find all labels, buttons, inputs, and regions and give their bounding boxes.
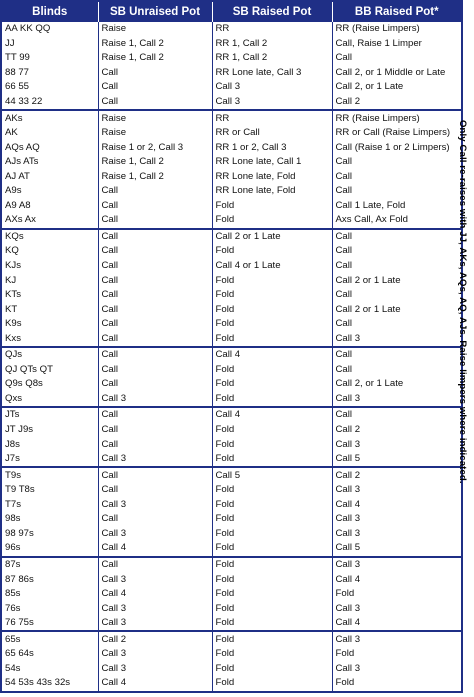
cell-sb-unraised: Call [98, 273, 212, 288]
cell-sb-unraised: Call 4 [98, 541, 212, 557]
cell-bb-raised: Fold [332, 587, 462, 602]
cell-bb-raised: RR or Call (Raise Limpers) [332, 126, 462, 141]
cell-bb-raised: Call 3 [332, 662, 462, 677]
table-row [1, 557, 462, 573]
cell-bb-raised: Call, Raise 1 Limper [332, 37, 462, 52]
table-row [1, 51, 462, 66]
cell-bb-raised: Call [332, 347, 462, 363]
table-row [1, 199, 462, 214]
hand-group [1, 110, 462, 228]
cell-bb-raised: Axs Call, Ax Fold [332, 213, 462, 229]
table-row [1, 676, 462, 692]
cell-hand: T9 T8s [5, 484, 35, 496]
cell-bb-raised: Call 2 or 1 Late [332, 302, 462, 317]
cell-sb-raised: Fold [212, 331, 332, 347]
cell-sb-unraised: Call [98, 288, 212, 303]
cell-sb-raised: RR Lone late, Fold [212, 184, 332, 199]
cell-sb-raised: RR 1 or 2, Call 3 [212, 140, 332, 155]
cell-sb-unraised: Call [98, 317, 212, 332]
cell-sb-unraised: Call [98, 407, 212, 423]
cell-sb-unraised: Call 3 [98, 662, 212, 677]
cell-bb-raised: Call 4 [332, 616, 462, 632]
table-row [1, 244, 462, 259]
cell-bb-raised: Call (Raise 1 or 2 Limpers) [332, 140, 462, 155]
cell-bb-raised: Call 3 [332, 557, 462, 573]
cell-sb-unraised: Raise 1, Call 2 [98, 169, 212, 184]
cell-hand: KJ [5, 274, 17, 286]
cell-hand: 88 77 [5, 66, 30, 78]
table-row [1, 229, 462, 245]
table-row [1, 452, 462, 468]
cell-hand: AXs Ax [5, 214, 36, 226]
table-row [1, 541, 462, 557]
table-row [1, 662, 462, 677]
cell-sb-unraised: Call [98, 483, 212, 498]
cell-sb-raised: Fold [212, 572, 332, 587]
cell-hand: KQ [5, 245, 19, 257]
table-row [1, 273, 462, 288]
cell-hand: AQs AQ [5, 141, 40, 153]
cell-bb-raised: Call 3 [332, 527, 462, 542]
cell-sb-raised: Fold [212, 498, 332, 513]
cell-bb-raised: Call 2 or 1 Late [332, 273, 462, 288]
cell-sb-raised: Fold [212, 601, 332, 616]
table-row [1, 22, 462, 37]
table-row [1, 587, 462, 602]
cell-bb-raised: Call 3 [332, 331, 462, 347]
cell-hand: 87 86s [5, 573, 34, 585]
cell-bb-raised: Call 3 [332, 601, 462, 616]
cell-hand: 54s [5, 662, 21, 674]
table-row [1, 169, 462, 184]
table-row [1, 155, 462, 170]
cell-sb-raised: Call 3 [212, 95, 332, 111]
table-row [1, 331, 462, 347]
cell-sb-raised: Fold [212, 452, 332, 468]
cell-sb-raised: Fold [212, 557, 332, 573]
cell-hand: 96s [5, 542, 21, 554]
hand-group [1, 631, 462, 691]
cell-sb-unraised: Call [98, 302, 212, 317]
cell-hand: AJ AT [5, 170, 30, 182]
cell-sb-unraised: Call [98, 377, 212, 392]
cell-sb-unraised: Call [98, 95, 212, 111]
cell-sb-unraised: Raise 1, Call 2 [98, 37, 212, 52]
cell-hand: 54 53s 43s 32s [5, 677, 71, 689]
cell-sb-raised: Call 4 [212, 347, 332, 363]
cell-bb-raised: Call [332, 51, 462, 66]
cell-bb-raised: Call 3 [332, 437, 462, 452]
cell-bb-raised: Call 3 [332, 483, 462, 498]
table-row [1, 601, 462, 616]
cell-sb-unraised: Call 3 [98, 647, 212, 662]
cell-sb-unraised: Call [98, 512, 212, 527]
table-row [1, 483, 462, 498]
table-row [1, 377, 462, 392]
cell-hand: Kxs [5, 332, 21, 344]
cell-bb-raised: Call 2 [332, 95, 462, 111]
cell-sb-unraised: Call [98, 80, 212, 95]
cell-sb-raised: Fold [212, 512, 332, 527]
table-row [1, 288, 462, 303]
cell-sb-unraised: Call [98, 229, 212, 245]
cell-sb-raised: Fold [212, 662, 332, 677]
table-row [1, 184, 462, 199]
cell-bb-raised: Fold [332, 676, 462, 692]
table-row [1, 347, 462, 363]
table-row [1, 616, 462, 632]
cell-hand: A9s [5, 185, 22, 197]
cell-sb-raised: Call 2 or 1 Late [212, 229, 332, 245]
cell-bb-raised: Call [332, 363, 462, 378]
cell-hand: 65s [5, 633, 21, 645]
table-row [1, 572, 462, 587]
table-row [1, 110, 462, 126]
cell-hand: AK [5, 127, 18, 139]
table-row [1, 302, 462, 317]
cell-bb-raised: Fold [332, 647, 462, 662]
cell-sb-unraised: Call [98, 184, 212, 199]
cell-sb-unraised: Call [98, 347, 212, 363]
table-row [1, 37, 462, 52]
cell-sb-unraised: Call 3 [98, 616, 212, 632]
cell-hand: JTs [5, 409, 20, 421]
table-row [1, 392, 462, 408]
cell-sb-raised: Fold [212, 587, 332, 602]
cell-sb-raised: Fold [212, 437, 332, 452]
cell-sb-unraised: Call [98, 259, 212, 274]
cell-bb-raised: Call [332, 229, 462, 245]
cell-sb-raised: RR [212, 110, 332, 126]
cell-bb-raised: Call [332, 259, 462, 274]
cell-hand: 98s [5, 513, 21, 525]
cell-sb-unraised: Call 3 [98, 452, 212, 468]
cell-sb-unraised: Call [98, 557, 212, 573]
cell-hand: 65 64s [5, 648, 34, 660]
cell-sb-raised: RR or Call [212, 126, 332, 141]
cell-hand: AA KK QQ [5, 23, 51, 35]
table-row [1, 407, 462, 423]
table-row [1, 80, 462, 95]
cell-sb-raised: Fold [212, 363, 332, 378]
cell-hand: QJs [5, 349, 23, 361]
cell-hand: J7s [5, 453, 20, 465]
cell-sb-raised: Call 3 [212, 80, 332, 95]
cell-sb-unraised: Call [98, 244, 212, 259]
hand-group [1, 229, 462, 347]
cell-bb-raised: Call 1 Late, Fold [332, 199, 462, 214]
cell-sb-raised: Call 4 or 1 Late [212, 259, 332, 274]
cell-bb-raised: Call [332, 317, 462, 332]
cell-sb-unraised: Call 3 [98, 392, 212, 408]
cell-bb-raised: Call [332, 184, 462, 199]
cell-sb-raised: Call 5 [212, 467, 332, 483]
cell-sb-unraised: Call [98, 423, 212, 438]
cell-bb-raised: Call 2, or 1 Late [332, 80, 462, 95]
table-header [1, 1, 462, 22]
hand-group [1, 22, 462, 110]
cell-sb-raised: Fold [212, 647, 332, 662]
cell-hand: A9 A8 [5, 199, 31, 211]
cell-bb-raised: Call 4 [332, 498, 462, 513]
cell-sb-unraised: Call 2 [98, 631, 212, 647]
cell-sb-unraised: Call [98, 66, 212, 81]
cell-hand: 44 33 22 [5, 96, 43, 107]
cell-hand: 76 75s [5, 617, 34, 629]
cell-hand: QJ QTs QT [5, 363, 53, 375]
header-blinds: Blinds [1, 1, 98, 22]
cell-hand: AKs [5, 112, 23, 124]
cell-sb-unraised: Call [98, 467, 212, 483]
side-note: Only Call re-raises with JJ, AKs, AQs, AQ, AJs. Raise limpers where indicated. [457, 120, 468, 484]
table-row [1, 317, 462, 332]
cell-sb-unraised: Call [98, 363, 212, 378]
header-row [1, 1, 462, 22]
table-row [1, 126, 462, 141]
cell-hand: KJs [5, 260, 21, 272]
cell-hand: 85s [5, 588, 21, 600]
cell-sb-raised: Fold [212, 676, 332, 692]
cell-bb-raised: Call 2 [332, 423, 462, 438]
cell-hand: KQs [5, 230, 24, 242]
header-sb-raised-pot: SB Raised Pot [212, 1, 332, 22]
cell-sb-unraised: Raise 1 or 2, Call 3 [98, 140, 212, 155]
cell-sb-raised: Fold [212, 273, 332, 288]
cell-sb-unraised: Call 4 [98, 587, 212, 602]
table-row [1, 647, 462, 662]
cell-sb-unraised: Call [98, 331, 212, 347]
cell-bb-raised: Call [332, 169, 462, 184]
cell-sb-raised: RR Lone late, Call 3 [212, 66, 332, 81]
cell-sb-raised: Fold [212, 527, 332, 542]
cell-sb-raised: Fold [212, 288, 332, 303]
cell-sb-unraised: Raise [98, 110, 212, 126]
cell-hand: KT [5, 303, 18, 315]
cell-sb-unraised: Call [98, 437, 212, 452]
cell-sb-unraised: Call [98, 213, 212, 229]
cell-hand: J8s [5, 438, 20, 450]
table-row [1, 363, 462, 378]
cell-bb-raised: RR (Raise Limpers) [332, 22, 462, 37]
cell-sb-raised: Fold [212, 631, 332, 647]
cell-bb-raised: RR (Raise Limpers) [332, 110, 462, 126]
table-row [1, 498, 462, 513]
table-row [1, 140, 462, 155]
cell-sb-raised: RR 1, Call 2 [212, 51, 332, 66]
table-row [1, 631, 462, 647]
cell-sb-unraised: Call 3 [98, 572, 212, 587]
table-row [1, 66, 462, 81]
hand-group [1, 347, 462, 407]
cell-sb-raised: RR Lone late, Call 1 [212, 155, 332, 170]
cell-hand: T7s [5, 498, 21, 510]
cell-sb-raised: Fold [212, 377, 332, 392]
table-row [1, 423, 462, 438]
cell-hand: TT 99 [5, 52, 30, 64]
cell-bb-raised: Call 3 [332, 392, 462, 408]
cell-bb-raised: Call 5 [332, 452, 462, 468]
table-row [1, 259, 462, 274]
cell-sb-unraised: Call 4 [98, 676, 212, 692]
cell-bb-raised: Call 3 [332, 631, 462, 647]
cell-sb-unraised: Raise [98, 126, 212, 141]
cell-bb-raised: Call [332, 288, 462, 303]
cell-sb-raised: Fold [212, 244, 332, 259]
cell-hand: AJs ATs [5, 156, 39, 168]
table-row [1, 467, 462, 483]
table-row [1, 512, 462, 527]
cell-sb-raised: Fold [212, 317, 332, 332]
cell-sb-raised: Fold [212, 302, 332, 317]
cell-sb-raised: Fold [212, 213, 332, 229]
cell-sb-unraised: Raise [98, 22, 212, 37]
cell-bb-raised: Call 3 [332, 512, 462, 527]
cell-bb-raised: Call 4 [332, 572, 462, 587]
cell-sb-raised: Fold [212, 199, 332, 214]
cell-sb-raised: Call 4 [212, 407, 332, 423]
cell-bb-raised: Call [332, 155, 462, 170]
cell-sb-raised: Fold [212, 392, 332, 408]
cell-sb-unraised: Call 3 [98, 601, 212, 616]
cell-sb-raised: RR 1, Call 2 [212, 37, 332, 52]
cell-sb-raised: Fold [212, 616, 332, 632]
cell-sb-unraised: Call [98, 199, 212, 214]
cell-hand: T9s [5, 469, 21, 481]
cell-hand: 76s [5, 602, 21, 614]
hand-group [1, 557, 462, 632]
cell-hand: 87s [5, 558, 21, 570]
cell-hand: K9s [5, 318, 22, 330]
cell-hand: KTs [5, 289, 21, 301]
cell-bb-raised: Call 5 [332, 541, 462, 557]
cell-bb-raised: Call 2, or 1 Late [332, 377, 462, 392]
cell-bb-raised: Call [332, 244, 462, 259]
header-sb-unraised-pot: SB Unraised Pot [98, 1, 212, 22]
cell-sb-unraised: Raise 1, Call 2 [98, 51, 212, 66]
cell-sb-unraised: Call 3 [98, 498, 212, 513]
cell-sb-raised: Fold [212, 423, 332, 438]
cell-sb-raised: RR Lone late, Fold [212, 169, 332, 184]
table-row [1, 437, 462, 452]
cell-hand: 98 97s [5, 527, 34, 539]
table-row [1, 213, 462, 229]
cell-hand: Q9s Q8s [5, 378, 43, 390]
table-row [1, 527, 462, 542]
cell-bb-raised: Call 2, or 1 Middle or Late [332, 66, 462, 81]
table-row [1, 95, 462, 111]
cell-sb-unraised: Call 3 [98, 527, 212, 542]
cell-bb-raised: Call 2 [332, 467, 462, 483]
hand-group [1, 407, 462, 467]
cell-hand: 66 55 [5, 81, 30, 93]
cell-hand: JT J9s [5, 424, 34, 436]
cell-sb-raised: Fold [212, 483, 332, 498]
cell-sb-raised: RR [212, 22, 332, 37]
header-bb-raised-pot: BB Raised Pot* [332, 1, 462, 22]
cell-sb-raised: Fold [212, 541, 332, 557]
cell-sb-unraised: Raise 1, Call 2 [98, 155, 212, 170]
hand-group [1, 467, 462, 556]
cell-hand: JJ [5, 37, 15, 49]
cell-hand: Qxs [5, 392, 23, 404]
cell-bb-raised: Call [332, 407, 462, 423]
